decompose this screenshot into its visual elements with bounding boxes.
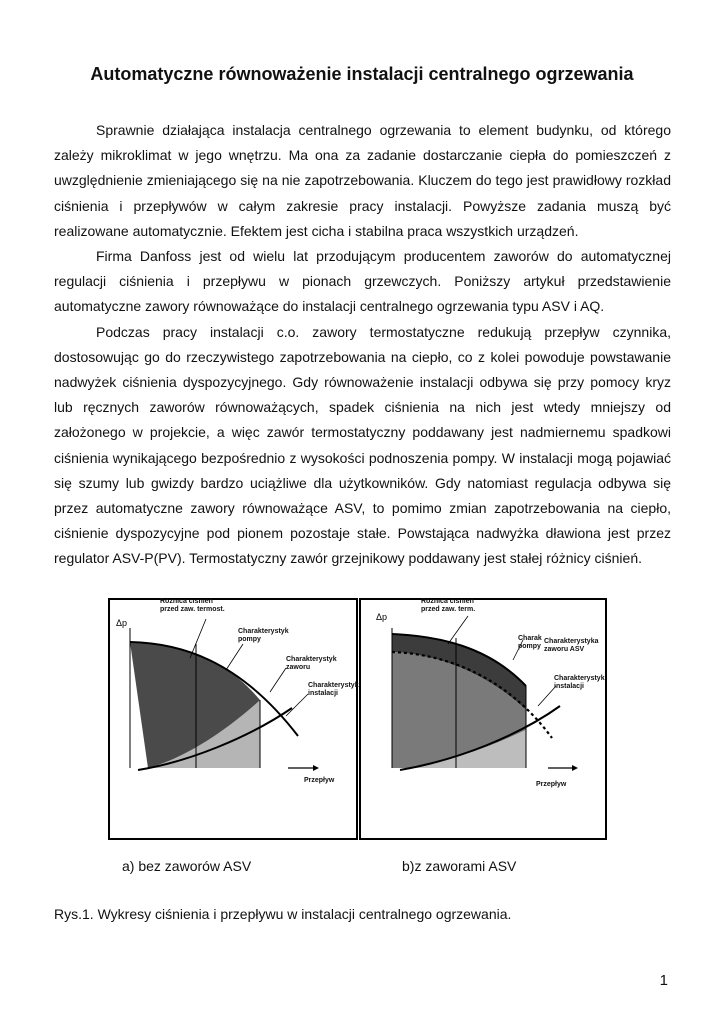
diagram-a-leader-pump [226, 644, 243, 670]
pressure-flow-diagrams [108, 598, 608, 842]
diagram-b-pump-label-2: pompy [518, 643, 541, 650]
diagram-b-install-label-1: Charakterystyk [554, 675, 605, 682]
diagram-a-pump-label-2: pompy [238, 636, 261, 643]
diagram-b-diff-label-2: przed zaw. term. [421, 606, 476, 613]
diagram-b-x-arrowhead [572, 765, 578, 771]
diagram-a-valve-label-1: Charakterystyk [286, 656, 337, 663]
diagram-a-install-label-1: Charakterystyk [308, 682, 359, 689]
diagram-a-pump-label-1: Charakterystyk [238, 628, 289, 635]
diagram-a-leader-install [286, 694, 308, 716]
diagram-b-diff-label-1: Różnica ciśnień [421, 598, 474, 605]
diagram-b-install-label-2: instalacji [554, 683, 584, 690]
diagram-a-x-arrowhead [313, 765, 319, 771]
diagram-a [109, 598, 359, 839]
paragraph-2: Firma Danfoss jest od wielu lat przodującym producentem zaworów do automatycznej regulacji ciśnienia i przepływu w pionach grzewczych. Poniższy artykuł przedstawienie automatyczne zawory równoważące do instalacji centralnego ogrzewania typu ASV i AQ. [54, 248, 671, 315]
figure-diagrams [108, 598, 608, 847]
page-number: 1 [659, 972, 668, 989]
diagram-b-leader-diff [448, 616, 468, 644]
diagram-b-axis-y: Δp [376, 612, 388, 622]
diagram-b-pump-label-1: Charak [518, 635, 542, 642]
diagram-b-asv-label-2: zaworu ASV [544, 646, 585, 653]
diagram-a-axis-y: Δp [116, 618, 128, 628]
diagram-a-diff-label-1: Różnica ciśnień [160, 598, 213, 605]
diagram-a-leader-valve [270, 668, 286, 692]
figure-caption: Rys.1. Wykresy ciśnienia i przepływu w instalacji centralnego ogrzewania. [54, 906, 512, 922]
diagram-a-leader-diff [190, 619, 206, 658]
diagram-b-axis-x: Przepływ [536, 781, 567, 788]
article-body [54, 118, 671, 572]
diagram-a-axis-x: Przepływ [304, 777, 335, 784]
diagram-a-install-label-2: instalacji [308, 690, 338, 697]
caption-a: a) bez zaworów ASV [122, 858, 252, 874]
diagram-b-asv-label-1: Charakterystyka [544, 638, 599, 645]
paragraph-1: Sprawnie działająca instalacja centralnego ogrzewania to element budynku, od którego zależy mikroklimat w jego wnętrzu. Ma ona za zadanie dostarczanie ciepła do pomieszczeń z uwzględnienie zmieniającego się na nie zapotrzebowania. Kluczem do tego jest prawidłowy rozkład ciśnienia i przepływów w całym zakresie pracy instalacji. Powyższe zadania muszą być realizowane automatycznie. Efektem jest cicha i stabilna praca wszystkich urządzeń. [54, 122, 671, 239]
diagram-a-diff-label-2: przed zaw. termost. [160, 606, 225, 613]
page-title: Automatyczne równoważenie instalacji centralnego ogrzewania [90, 64, 634, 84]
diagram-b [360, 598, 606, 839]
paragraph-3: Podczas pracy instalacji c.o. zawory termostatyczne redukują przepływ czynnika, dostosowując go do rzeczywistego zapotrzebowania na ciepło, co z kolei powoduje powstawanie nadwyżek ciśnienia dyspozycyjnego. Gdy równoważenie instalacji odbywa się przy pomocy kryz lub ręcznych zaworów równoważących, spadek ciśnienia na nich jest wtedy mniejszy od założonego w projekcie, a więc zawór termostatyczny poddawany jest nadmiernemu spadkowi ciśnienia wynikającego bezpośrednio z wysokości podnoszenia pompy. W instalacji mogą pojawiać się szumy lub gwizdy bardzo uciążliwe dla użytkowników. Gdy natomiast regulacja odbywa się przez automatyczne zawory równoważące ASV, to pomimo zmian zapotrzebowania na ciepło, ciśnienie dyspozycyjne pod pionem pozostaje stałe. Powstająca nadwyżka dławiona jest przez regulator ASV-P(PV). Termostatyczny zawór grzejnikowy poddawany jest stałej różnicy ciśnień. [54, 323, 671, 567]
diagram-a-valve-label-2: zaworu [286, 664, 311, 671]
caption-b: b)z zaworami ASV [402, 858, 517, 874]
